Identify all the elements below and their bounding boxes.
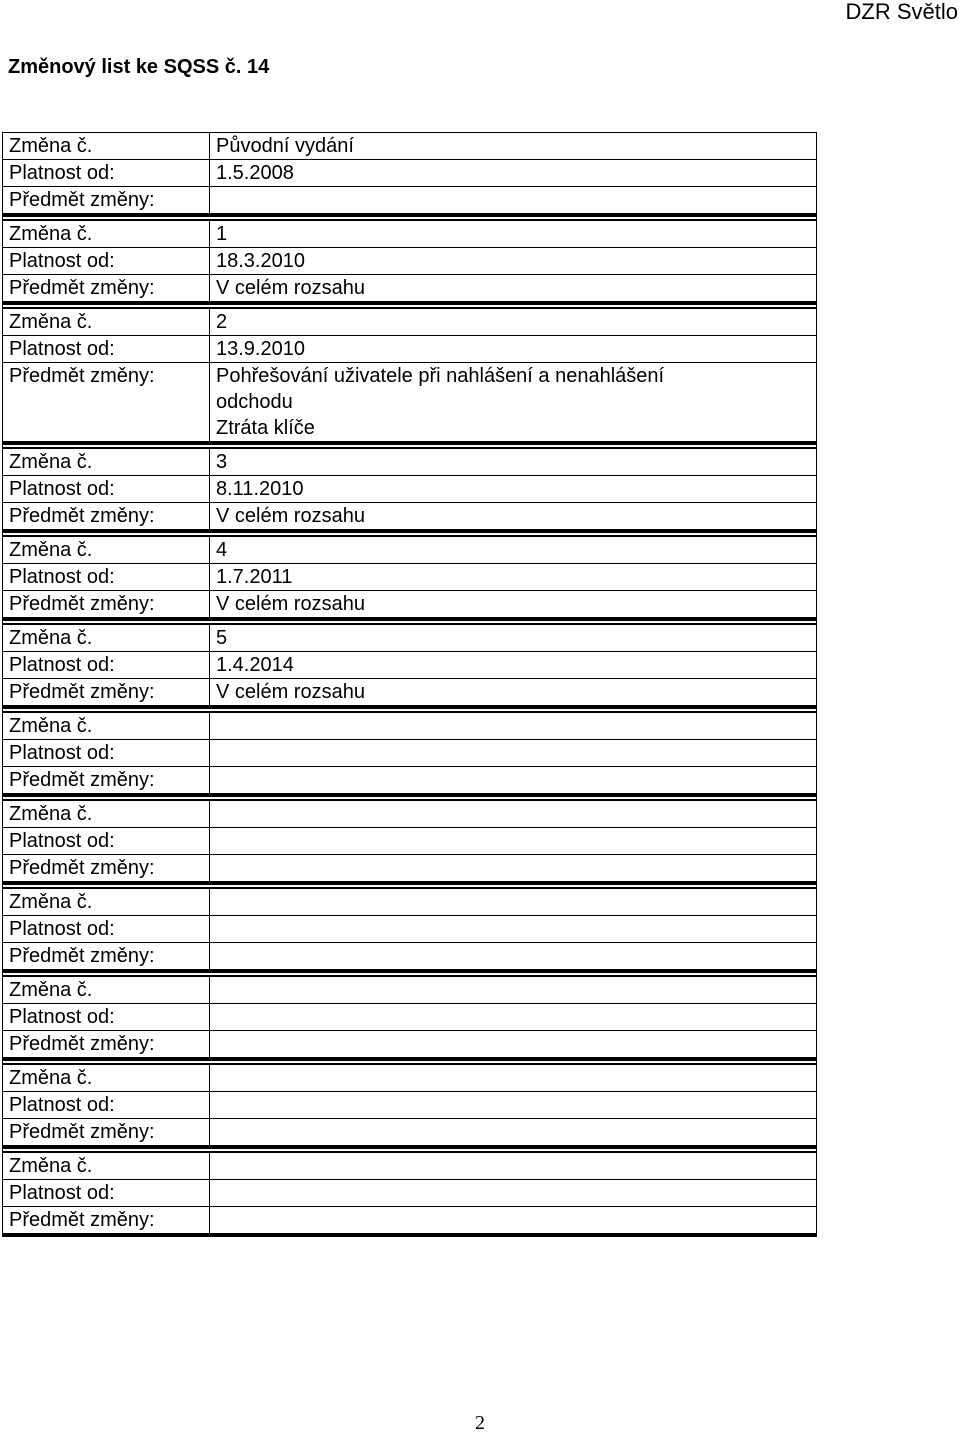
change-number-label: Změna č. [3, 537, 210, 563]
change-number-value [210, 713, 816, 739]
change-number-row [3, 713, 816, 739]
subject-label: Předmět změny: [3, 1031, 210, 1057]
valid-from-label: Platnost od: [3, 1004, 210, 1030]
subject-label: Předmět změny: [3, 679, 210, 705]
valid-from-row [3, 563, 816, 590]
change-list-table [2, 132, 817, 1237]
valid-from-value [210, 740, 816, 766]
valid-from-value: 1.5.2008 [216, 162, 294, 184]
valid-from-row [3, 827, 816, 854]
subject-row [3, 766, 816, 793]
change-number-value [210, 889, 816, 915]
change-number-row [3, 1153, 816, 1179]
subject-line: V celém rozsahu [216, 505, 365, 527]
valid-from-value: 1.4.2014 [216, 654, 294, 676]
valid-from-row [3, 159, 816, 186]
subject-value [210, 503, 816, 529]
change-number-value: 4 [216, 539, 228, 561]
subject-value [210, 1207, 816, 1233]
subject-row [3, 186, 816, 213]
valid-from-value [210, 828, 816, 854]
subject-row [3, 274, 816, 301]
change-number-row [3, 889, 816, 915]
valid-from-value [210, 1092, 816, 1118]
change-block [3, 975, 816, 1061]
change-number-row [3, 309, 816, 335]
change-number-label: Změna č. [3, 133, 210, 159]
change-block [3, 711, 816, 797]
valid-from-label: Platnost od: [3, 1092, 210, 1118]
valid-from-label: Platnost od: [3, 248, 210, 274]
valid-from-label: Platnost od: [3, 1180, 210, 1206]
subject-value [210, 363, 816, 441]
valid-from-label: Platnost od: [3, 564, 210, 590]
subject-value [210, 767, 816, 793]
valid-from-row [3, 475, 816, 502]
change-block [3, 799, 816, 885]
valid-from-row [3, 1091, 816, 1118]
change-number-label: Změna č. [3, 309, 210, 335]
change-number-value: Původní vydání [216, 135, 354, 157]
change-number-row [3, 221, 816, 247]
change-block [3, 623, 816, 709]
valid-from-row [3, 915, 816, 942]
subject-line: Ztráta klíče [216, 417, 315, 439]
change-number-value [210, 801, 816, 827]
subject-label: Předmět změny: [3, 1119, 210, 1145]
subject-line: V celém rozsahu [216, 277, 365, 299]
change-number-label: Změna č. [3, 889, 210, 915]
subject-label: Předmět změny: [3, 591, 210, 617]
subject-value [210, 1031, 816, 1057]
change-number-row [3, 537, 816, 563]
valid-from-row [3, 1179, 816, 1206]
subject-label: Předmět změny: [3, 943, 210, 969]
document-title: Změnový list ke SQSS č. 14 [8, 56, 270, 78]
change-number-value: 1 [216, 223, 228, 245]
change-block [3, 447, 816, 533]
change-number-label: Změna č. [3, 449, 210, 475]
change-block [3, 132, 816, 217]
change-block [3, 887, 816, 973]
subject-label: Předmět změny: [3, 1207, 210, 1233]
subject-row [3, 502, 816, 529]
change-number-row [3, 1065, 816, 1091]
valid-from-value: 8.11.2010 [216, 478, 304, 500]
subject-label: Předmět změny: [3, 767, 210, 793]
subject-row [3, 1030, 816, 1057]
valid-from-value [210, 916, 816, 942]
valid-from-row [3, 335, 816, 362]
change-block [3, 307, 816, 445]
subject-row [3, 678, 816, 705]
valid-from-row [3, 247, 816, 274]
valid-from-value [210, 1004, 816, 1030]
change-number-value: 5 [216, 627, 228, 649]
valid-from-label: Platnost od: [3, 828, 210, 854]
subject-row [3, 1206, 816, 1233]
subject-value [210, 855, 816, 881]
valid-from-row [3, 1003, 816, 1030]
change-block [3, 1151, 816, 1237]
change-number-value [210, 1065, 816, 1091]
valid-from-label: Platnost od: [3, 336, 210, 362]
change-number-label: Změna č. [3, 713, 210, 739]
subject-label: Předmět změny: [3, 855, 210, 881]
change-number-value: 3 [216, 451, 228, 473]
change-number-value: 2 [216, 311, 228, 333]
change-number-value [210, 977, 816, 1003]
subject-label: Předmět změny: [3, 363, 210, 441]
subject-line: odchodu [216, 391, 293, 413]
subject-value [210, 275, 816, 301]
subject-value [210, 943, 816, 969]
subject-row [3, 854, 816, 881]
subject-line: V celém rozsahu [216, 593, 365, 615]
valid-from-value [210, 1180, 816, 1206]
change-number-label: Změna č. [3, 1065, 210, 1091]
valid-from-row [3, 739, 816, 766]
subject-row [3, 362, 816, 441]
change-number-row [3, 133, 816, 159]
subject-line: V celém rozsahu [216, 681, 365, 703]
subject-row [3, 590, 816, 617]
change-number-row [3, 977, 816, 1003]
subject-value [210, 1119, 816, 1145]
valid-from-label: Platnost od: [3, 916, 210, 942]
header-product-name: DZR Světlo [845, 0, 958, 24]
subject-line: Pohřešování uživatele při nahlášení a nenahlášení [216, 365, 665, 387]
change-block [3, 219, 816, 305]
subject-row [3, 942, 816, 969]
page-number: 2 [475, 1412, 485, 1434]
valid-from-value: 18.3.2010 [216, 250, 305, 272]
subject-value [210, 187, 816, 213]
subject-value [210, 679, 816, 705]
change-number-row [3, 801, 816, 827]
valid-from-label: Platnost od: [3, 476, 210, 502]
valid-from-value: 13.9.2010 [216, 338, 305, 360]
change-number-row [3, 625, 816, 651]
change-number-value [210, 1153, 816, 1179]
valid-from-label: Platnost od: [3, 160, 210, 186]
change-number-label: Změna č. [3, 221, 210, 247]
subject-row [3, 1118, 816, 1145]
subject-label: Předmět změny: [3, 275, 210, 301]
subject-value [210, 591, 816, 617]
change-number-row [3, 449, 816, 475]
change-number-label: Změna č. [3, 625, 210, 651]
valid-from-label: Platnost od: [3, 740, 210, 766]
valid-from-row [3, 651, 816, 678]
change-block [3, 535, 816, 621]
subject-label: Předmět změny: [3, 503, 210, 529]
change-number-label: Změna č. [3, 1153, 210, 1179]
change-number-label: Změna č. [3, 801, 210, 827]
change-number-label: Změna č. [3, 977, 210, 1003]
subject-label: Předmět změny: [3, 187, 210, 213]
valid-from-value: 1.7.2011 [216, 566, 293, 588]
valid-from-label: Platnost od: [3, 652, 210, 678]
change-block [3, 1063, 816, 1149]
